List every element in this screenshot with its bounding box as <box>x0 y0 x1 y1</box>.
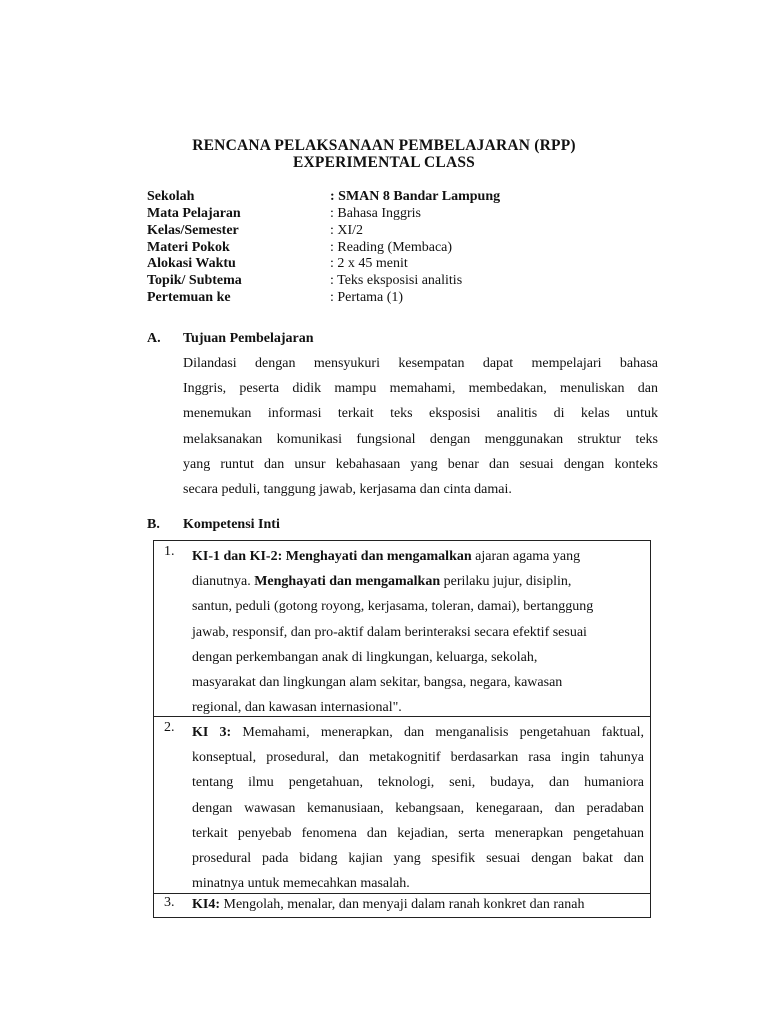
row-number: 2. <box>164 720 175 735</box>
row-text <box>192 544 644 720</box>
section-a-paragraph <box>183 351 658 502</box>
row-line: jawab, responsif, dan pro-aktif dalam berinteraksi secara efektif sesuai <box>192 624 587 640</box>
row-number: 3. <box>164 895 175 910</box>
paragraph-line: menemukan informasi terkait teks eksposisi analitis di kelas untuk <box>183 406 658 422</box>
info-label-subject: Mata Pelajaran <box>147 206 241 221</box>
row-text <box>192 895 644 915</box>
info-value-time: : 2 x 45 menit <box>330 256 408 271</box>
row-line: dengan wawasan kemanusiaan, kebangsaan, kenegaraan, dan peradaban <box>192 800 644 816</box>
info-value-meeting: : Pertama (1) <box>330 290 404 305</box>
row-text <box>192 720 644 896</box>
paragraph-line: melaksanakan komunikasi fungsional dengan menggunakan struktur teks <box>183 431 658 447</box>
row-line: regional, dan kawasan internasional". <box>192 700 402 716</box>
section-b-title: Kompetensi Inti <box>183 517 280 532</box>
section-b-letter: B. <box>147 517 160 532</box>
paragraph-line: Inggris, peserta didik mampu memahami, membedakan, menuliskan dan <box>183 381 658 397</box>
ki1-text: ajaran agama yang <box>471 549 581 564</box>
row-line <box>192 569 644 594</box>
info-label-material: Materi Pokok <box>147 240 230 255</box>
kompetensi-inti-table <box>153 540 651 918</box>
table-row <box>154 716 650 893</box>
ki4-bold-heading: KI4: <box>192 897 220 912</box>
document-title: RENCANA PELAKSANAAN PEMBELAJARAN (RPP) <box>192 137 576 154</box>
row-line: santun, peduli (gotong royong, kerjasama, toleran, damai), bertanggung <box>192 599 594 615</box>
ki1-bold: Menghayati dan mengamalkan <box>254 574 441 590</box>
info-label-class: Kelas/Semester <box>147 223 239 238</box>
ki3-text: Memahami, menerapkan, dan menganalisis pengetahuan faktual, <box>231 725 644 740</box>
row-line <box>192 544 644 569</box>
row-number: 1. <box>164 544 175 559</box>
info-value-class: : XI/2 <box>330 223 364 238</box>
row-line: terkait penyebab fenomena dan kejadian, serta menerapkan pengetahuan <box>192 825 644 841</box>
row-line: prosedural pada bidang kajian yang spesifik sesuai dengan bakat dan <box>192 851 644 867</box>
info-label-time: Alokasi Waktu <box>147 256 236 271</box>
info-value-school: : SMAN 8 Bandar Lampung <box>330 189 501 204</box>
info-value-topic: : Teks eksposisi analitis <box>330 273 463 288</box>
row-line: konseptual, prosedural, dan metakognitif berdasarkan rasa ingin tahunya <box>192 750 644 766</box>
info-value-subject: : Bahasa Inggris <box>330 206 421 221</box>
ki4-text: Mengolah, menalar, dan menyaji dalam ranah konkret dan ranah <box>220 897 585 912</box>
row-line <box>192 720 644 745</box>
table-row <box>154 541 650 716</box>
row-line: minatnya untuk memecahkan masalah. <box>192 876 410 892</box>
paragraph-line: yang runtut dan unsur kebahasaan yang benar dan sesuai dengan konteks <box>183 456 658 472</box>
paragraph-line: secara peduli, tanggung jawab, kerjasama dan cinta damai. <box>183 482 512 498</box>
paragraph-line: Dilandasi dengan mensyukuri kesempatan dapat mempelajari bahasa <box>183 356 658 371</box>
row-line <box>192 895 644 915</box>
ki3-bold-heading: KI 3: <box>192 725 232 740</box>
info-label-meeting: Pertemuan ke <box>147 290 231 305</box>
row-line: dengan perkembangan anak di lingkungan, keluarga, sekolah, <box>192 649 538 665</box>
row-line: tentang ilmu pengetahuan, teknologi, seni, budaya, dan humaniora <box>192 775 644 791</box>
row-line: masyarakat dan lingkungan alam sekitar, bangsa, negara, kawasan <box>192 675 563 691</box>
ki1-bold-heading: KI-1 dan KI-2: Menghayati dan mengamalkan <box>192 549 472 564</box>
section-a-title: Tujuan Pembelajaran <box>183 331 314 346</box>
info-value-material: : Reading (Membaca) <box>330 240 453 255</box>
section-a-letter: A. <box>147 331 161 346</box>
document-subtitle: EXPERIMENTAL CLASS <box>292 154 476 171</box>
table-row <box>154 893 650 917</box>
info-label-topic: Topik/ Subtema <box>147 273 242 288</box>
ki1-text: dianutnya. <box>192 574 255 590</box>
info-label-school: Sekolah <box>147 189 195 204</box>
ki1-text: perilaku jujur, disiplin, <box>440 574 572 590</box>
